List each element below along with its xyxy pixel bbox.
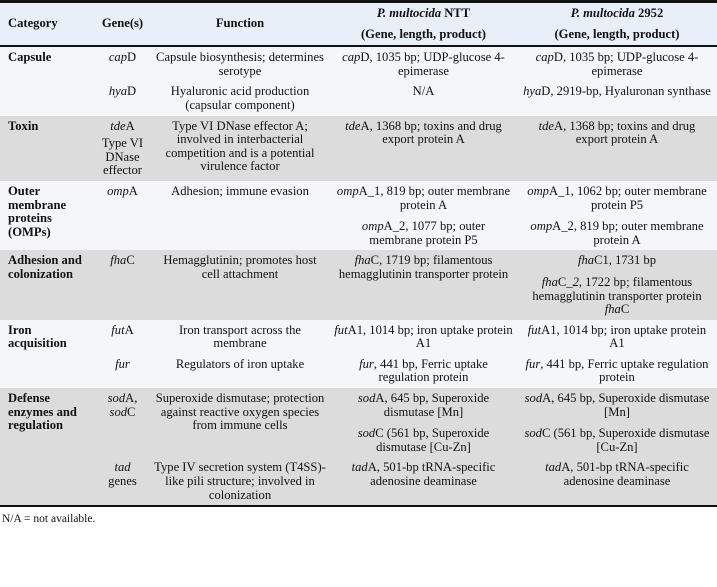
text-segment: A, 645 bp, Superoxide dismutase [Mn] xyxy=(375,391,490,419)
text-segment: N/A xyxy=(412,84,435,99)
gene-symbol: omp xyxy=(530,219,553,234)
gene-symbol: tde xyxy=(110,118,126,133)
cell-entry xyxy=(334,120,513,147)
cell-entry xyxy=(154,85,326,112)
text-segment: , 441 bp, Ferric uptake regulation protein xyxy=(373,356,488,385)
text-segment: A, xyxy=(125,391,138,406)
table-row xyxy=(0,81,717,115)
p2952-cell xyxy=(517,116,717,181)
table-row xyxy=(0,181,717,250)
text-segment: C xyxy=(127,404,136,419)
cell-entry xyxy=(521,392,713,419)
p2952-cell xyxy=(517,46,717,81)
cell-entry xyxy=(99,358,146,372)
text-segment: A, 501-bp tRNA-specific adenosine deaminase xyxy=(367,460,496,489)
gene-cell xyxy=(95,181,150,250)
header-genes: Gene(s) xyxy=(95,2,150,47)
cell-entry xyxy=(521,51,713,78)
header-2952 xyxy=(517,2,717,47)
header-2952-strain: 2952 xyxy=(634,6,664,20)
function-cell xyxy=(150,354,330,388)
gene-symbol: omp xyxy=(361,219,384,234)
gene-symbol: omp xyxy=(107,183,129,198)
text-segment: , 441 bp, Ferric uptake regulation protein xyxy=(540,356,709,385)
cell-entry xyxy=(521,276,713,317)
gene-symbol: tde xyxy=(345,118,361,133)
cell-entry xyxy=(99,120,146,134)
text-segment: A_2, 819 bp; outer membrane protein A xyxy=(552,219,704,247)
text-segment: Capsule biosynthesis; determines serotype xyxy=(156,50,324,78)
gene-symbol: fha xyxy=(604,302,621,317)
text-segment: Type VI DNase effector A; involved in interbacterial competition and is a potential virulence factor xyxy=(165,118,315,174)
header-row xyxy=(0,2,717,47)
p2952-cell xyxy=(517,250,717,319)
text-segment: C (561 bp, Superoxide dismutase [Cu-Zn] xyxy=(541,426,710,454)
cell-entry xyxy=(154,185,326,199)
cell-entry xyxy=(334,51,513,78)
table-row xyxy=(0,250,717,319)
function-cell xyxy=(150,116,330,181)
text-segment: C1, 1731 bp xyxy=(594,253,657,268)
ntt-cell xyxy=(330,81,517,115)
function-cell xyxy=(150,81,330,115)
gene-symbol: fur xyxy=(115,356,130,371)
text-segment: D, 1035 bp; UDP-glucose 4-epimerase xyxy=(360,50,505,78)
cell-entry xyxy=(521,358,713,385)
text-segment: A xyxy=(128,183,138,198)
header-ntt-species: P. multocida xyxy=(376,6,442,20)
gene-symbol: hya xyxy=(523,84,542,99)
p2952-cell xyxy=(517,320,717,354)
function-cell xyxy=(150,46,330,81)
gene-cell xyxy=(95,320,150,354)
cell-entry xyxy=(154,324,326,351)
ntt-cell xyxy=(330,457,517,506)
gene-cell xyxy=(95,250,150,319)
p2952-cell xyxy=(517,457,717,506)
text-segment: A1, 1014 bp; iron uptake protein A1 xyxy=(541,322,707,351)
text-segment: Type IV secretion system (T4SS)-like pili structure; involved in colonization xyxy=(154,460,326,502)
cell-entry xyxy=(334,185,513,212)
text-segment: A, 645 bp, Superoxide dismutase [Mn] xyxy=(542,391,710,419)
gene-cell xyxy=(95,81,150,115)
gene-symbol: fha xyxy=(577,253,595,268)
gene-symbol: tde xyxy=(538,118,555,133)
header-ntt xyxy=(330,2,517,47)
text-segment: D xyxy=(127,84,137,99)
text-segment: A, 501-bp tRNA-specific adenosine deaminase xyxy=(561,460,689,489)
category-cell: Toxin xyxy=(0,116,95,181)
function-cell xyxy=(150,388,330,457)
cell-entry xyxy=(521,324,713,351)
text-segment: C xyxy=(126,253,135,268)
gene-symbol: sod xyxy=(109,404,128,419)
text-segment: Superoxide dismutase; protection against reactive oxygen species from immune cells xyxy=(155,391,325,433)
gene-symbol: fur xyxy=(525,356,541,371)
gene-symbol: sod xyxy=(357,391,376,406)
cell-entry xyxy=(154,461,326,502)
text-segment: D, 2919-bp, Hyaluronan synthase xyxy=(541,84,711,99)
gene-symbol: fut xyxy=(334,322,348,337)
text-segment: D xyxy=(127,50,137,65)
gene-symbol: sod xyxy=(357,426,376,441)
cell-entry xyxy=(154,392,326,433)
category-cell: Defense enzymes and regulation xyxy=(0,388,95,506)
p2952-cell xyxy=(517,181,717,250)
text-segment: C (561 bp, Superoxide dismutase [Cu-Zn] xyxy=(375,426,490,454)
gene-symbol: fur xyxy=(359,356,374,371)
header-ntt-sub: (Gene, length, product) xyxy=(360,26,486,41)
cell-entry xyxy=(99,254,146,268)
function-cell xyxy=(150,250,330,319)
gene-symbol: fha xyxy=(541,274,558,289)
table-row xyxy=(0,457,717,506)
gene-symbol: sod xyxy=(524,391,543,406)
table-row xyxy=(0,46,717,81)
gene-symbol: cap xyxy=(342,50,361,65)
text-segment: A_2, 1077 bp; outer membrane protein P5 xyxy=(369,219,486,247)
ntt-cell xyxy=(330,46,517,81)
gene-cell xyxy=(95,388,150,457)
cell-entry xyxy=(521,254,713,268)
table-body xyxy=(0,46,717,506)
cell-entry xyxy=(99,51,146,65)
table-row xyxy=(0,354,717,388)
text-segment: Regulators of iron uptake xyxy=(175,356,305,371)
cell-entry xyxy=(334,220,513,247)
gene-symbol: fha xyxy=(354,253,371,268)
function-cell xyxy=(150,320,330,354)
cell-entry xyxy=(99,392,146,419)
text-segment: D, 1035 bp; UDP-glucose 4-epimerase xyxy=(553,50,699,78)
text-segment: C_ xyxy=(557,274,573,289)
gene-symbol: fut xyxy=(527,322,542,337)
ntt-cell xyxy=(330,250,517,319)
text-segment: A xyxy=(125,118,135,133)
table-row xyxy=(0,388,717,457)
cell-entry xyxy=(99,324,146,338)
cell-entry xyxy=(334,392,513,419)
gene-symbol: tad xyxy=(545,460,562,475)
cell-entry xyxy=(154,358,326,372)
text-segment: A xyxy=(124,322,134,337)
cell-entry xyxy=(334,254,513,281)
gene-symbol: fut xyxy=(111,322,125,337)
cell-entry xyxy=(99,137,146,178)
cell-entry xyxy=(154,254,326,281)
gene-symbol: fha xyxy=(110,253,127,268)
text-segment: A_1, 819 bp; outer membrane protein A xyxy=(358,183,511,212)
cell-entry xyxy=(521,85,713,99)
table-row xyxy=(0,320,717,354)
cell-entry xyxy=(334,461,513,488)
cell-entry xyxy=(99,85,146,99)
header-ntt-strain: NTT xyxy=(441,6,471,20)
header-function: Function xyxy=(150,2,330,47)
cell-entry xyxy=(334,85,513,99)
ntt-cell xyxy=(330,354,517,388)
gene-cell xyxy=(95,116,150,181)
header-category: Category xyxy=(0,2,95,47)
gene-cell xyxy=(95,46,150,81)
text-segment: C xyxy=(620,302,630,317)
cell-entry xyxy=(521,220,713,247)
text-segment: A_1, 1062 bp; outer membrane protein P5 xyxy=(548,183,707,212)
p2952-cell xyxy=(517,354,717,388)
gene-symbol: tad xyxy=(114,460,131,475)
p2952-cell xyxy=(517,81,717,115)
gene-symbol: cap xyxy=(535,50,554,65)
text-segment: Hemagglutinin; promotes host cell attachment xyxy=(163,253,317,281)
category-cell: Capsule xyxy=(0,46,95,115)
text-segment: C, 1719 bp; filamentous hemagglutinin transporter protein xyxy=(338,253,509,281)
text-segment: genes xyxy=(108,474,137,489)
table-row xyxy=(0,116,717,181)
gene-cell xyxy=(95,354,150,388)
header-2952-sub: (Gene, length, product) xyxy=(554,26,680,41)
gene-cell xyxy=(95,457,150,506)
gene-symbol: tad xyxy=(351,460,368,475)
cell-entry xyxy=(154,51,326,78)
text-segment: Iron transport across the membrane xyxy=(178,322,302,351)
function-cell xyxy=(150,181,330,250)
cell-entry xyxy=(521,461,713,488)
text-segment: A1, 1014 bp; iron uptake protein A1 xyxy=(347,322,513,351)
ntt-cell xyxy=(330,116,517,181)
cell-entry xyxy=(521,120,713,147)
ntt-cell xyxy=(330,181,517,250)
text-segment: A, 1368 bp; toxins and drug export protein A xyxy=(360,118,502,147)
cell-entry xyxy=(521,427,713,454)
gene-symbol: sod xyxy=(524,426,542,441)
cell-entry xyxy=(334,358,513,385)
gene-symbol: 2 xyxy=(572,274,579,289)
category-cell: Iron acquisition xyxy=(0,320,95,388)
text-segment: A, 1368 bp; toxins and drug export protein A xyxy=(554,118,696,147)
gene-symbol: hya xyxy=(108,84,128,99)
ntt-cell xyxy=(330,388,517,457)
cell-entry xyxy=(99,185,146,199)
gene-symbol: cap xyxy=(108,50,128,65)
function-cell xyxy=(150,457,330,506)
footnote: N/A = not available. xyxy=(2,513,96,526)
cell-entry xyxy=(334,427,513,454)
ntt-cell xyxy=(330,320,517,354)
cell-entry xyxy=(334,324,513,351)
text-segment: , 1722 bp; filamentous hemagglutinin transporter protein xyxy=(532,274,702,303)
cell-entry xyxy=(154,120,326,174)
cell-entry xyxy=(521,185,713,212)
gene-symbol: omp xyxy=(527,183,549,198)
category-cell: Adhesion and colonization xyxy=(0,250,95,319)
text-segment: Hyaluronic acid production (capsular component) xyxy=(170,84,310,112)
cell-entry xyxy=(99,461,146,488)
p2952-cell xyxy=(517,388,717,457)
header-2952-species: P. multocida xyxy=(570,6,635,20)
gene-symbol: sod xyxy=(107,391,126,406)
gene-symbol: omp xyxy=(336,183,359,198)
text-segment: Adhesion; immune evasion xyxy=(171,183,309,198)
text-segment: Type VI DNase effector xyxy=(101,136,144,178)
category-cell: Outer membrane proteins (OMPs) xyxy=(0,181,95,250)
